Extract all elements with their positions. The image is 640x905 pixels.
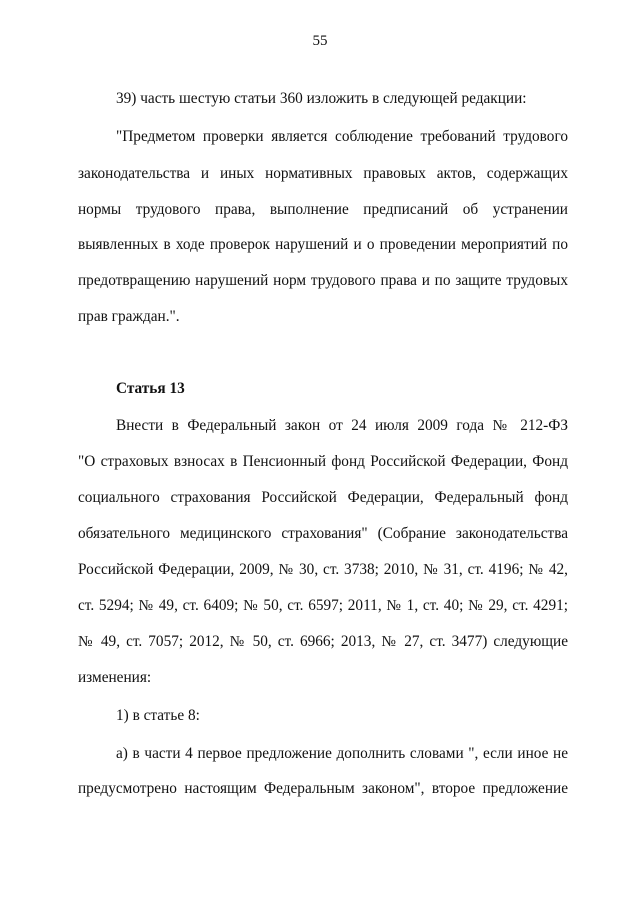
article-line-1: Внести в Федеральный закон от 24 июля 2009 года № 212-ФЗ (116, 417, 568, 434)
article-line-8: изменения: (78, 669, 152, 686)
item-a-line-1: а) в части 4 первое предложение дополнить словами ", если иное не (116, 745, 568, 762)
article-line-6: ст. 5294; № 49, ст. 6409; № 50, ст. 6597; 2011, № 1, ст. 40; № 29, ст. 4291; (78, 597, 568, 614)
article-line-7: № 49, ст. 7057; 2012, № 50, ст. 6966; 2013, № 27, ст. 3477) следующие (78, 633, 568, 650)
page-number: 55 (312, 33, 328, 49)
article-line-3: социального страхования Российской Федерации, Федеральный фонд (78, 489, 568, 506)
article-heading: Статья 13 (116, 380, 185, 397)
quote-line-6: прав граждан.". (78, 308, 180, 325)
item-1-line-1: 1) в статье 8: (116, 707, 200, 724)
article-line-4: обязательного медицинского страхования" (Собрание законодательства (78, 525, 568, 542)
quote-line-4: выявленных в ходе проверок нарушений и о проведении мероприятий по (78, 236, 568, 253)
item-a-line-2: предусмотрено настоящим Федеральным законом", второе предложение (78, 780, 568, 797)
quote-line-3: нормы трудового права, выполнение предписаний об устранении (78, 201, 568, 218)
quote-line-1: "Предметом проверки является соблюдение требований трудового (116, 128, 568, 145)
quote-line-2: законодательства и иных нормативных правовых актов, содержащих (78, 165, 568, 182)
quote-line-5: предотвращению нарушений норм трудового права и по защите трудовых (78, 272, 568, 289)
article-line-2: "О страховых взносах в Пенсионный фонд Российской Федерации, Фонд (78, 453, 568, 470)
paragraph-39-line-1: 39) часть шестую статьи 360 изложить в следующей редакции: (116, 90, 527, 107)
article-line-5: Российской Федерации, 2009, № 30, ст. 3738; 2010, № 31, ст. 4196; № 42, (78, 561, 568, 578)
